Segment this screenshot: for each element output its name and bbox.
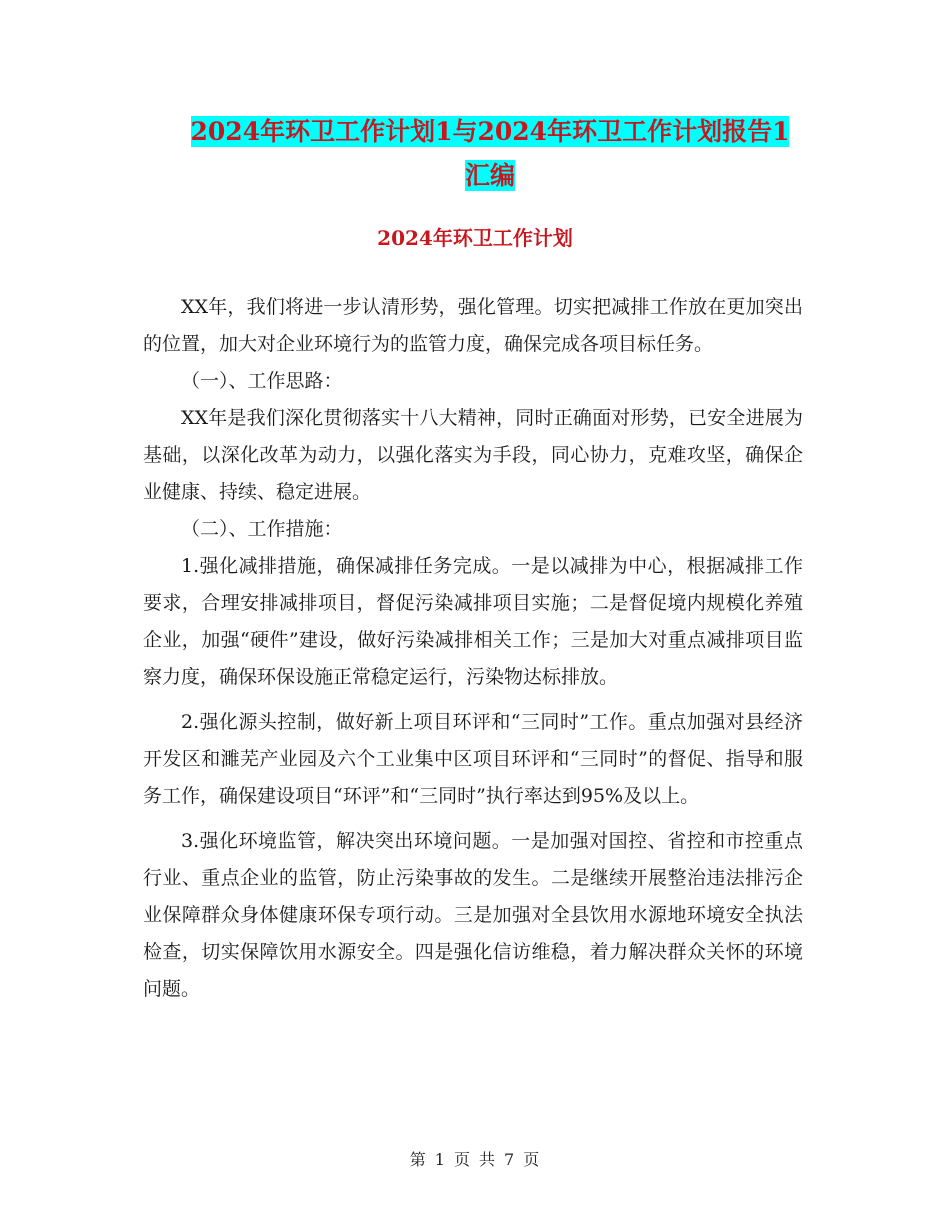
paragraph-intro: XX年，我们将进一步认清形势，强化管理。切实把减排工作放在更加突出的位置，加大对企业环境行为的监管力度，确保完成各项目标任务。: [143, 296, 803, 355]
paragraph-measure-1: 1.强化减排措施，确保减排任务完成。一是以减排为中心，根据减排工作要求，合理安排减排项目，督促污染减排项目实施；二是督促境内规模化养殖企业，加强“硬件”建设，做好污染减排相关工作；三是加大对重点减排项目监察力度，确保环保设施正常稳定运行，污染物达标排放。: [143, 555, 803, 688]
footer-label-ye-2: 页: [523, 1150, 541, 1169]
document-title: [140, 110, 840, 198]
paragraph-measure-3: 3.强化环境监管，解决突出环境问题。一是加强对国控、省控和市控重点行业、重点企业的监管，防止污染事故的发生。二是继续开展整治违法排污企业保障群众身体健康环保专项行动。三是加强对全县饮用水源地环境安全执法检查，切实保障饮用水源安全。四是强化信访维稳，着力解决群众关怀的环境问题。: [143, 830, 803, 1000]
footer-label-di: 第: [409, 1150, 427, 1169]
heading-work-ideas: （一）、工作思路：: [181, 370, 343, 392]
footer-label-gong: 共: [479, 1150, 497, 1169]
heading-work-measures: （二）、工作措施：: [181, 518, 343, 540]
paragraph-work-ideas: XX年是我们深化贯彻落实十八大精神，同时正确面对形势，已安全进展为基础，以深化改革为动力，以强化落实为手段，同心协力，克难攻坚，确保企业健康、持续、稳定进展。: [143, 407, 803, 503]
title-line-2: 汇编: [464, 161, 515, 190]
footer-label-ye: 页: [453, 1150, 471, 1169]
footer-current-page: 1: [434, 1150, 446, 1169]
footer-total-pages: 7: [504, 1150, 516, 1169]
paragraph-measure-2: 2.强化源头控制，做好新上项目环评和“三同时”工作。重点加强对县经济开发区和濉芜产业园及六个工业集中区项目环评和“三同时”的督促、指导和服务工作，确保建设项目“环评”和“三同时”执行率达到95%及以上。: [143, 711, 803, 807]
section-title: 2024年环卫工作计划: [377, 226, 573, 250]
page-footer: [0, 1147, 950, 1170]
document-body: [143, 289, 803, 1008]
title-line-1: 2024年环卫工作计划1与2024年环卫工作计划报告1: [190, 117, 790, 146]
